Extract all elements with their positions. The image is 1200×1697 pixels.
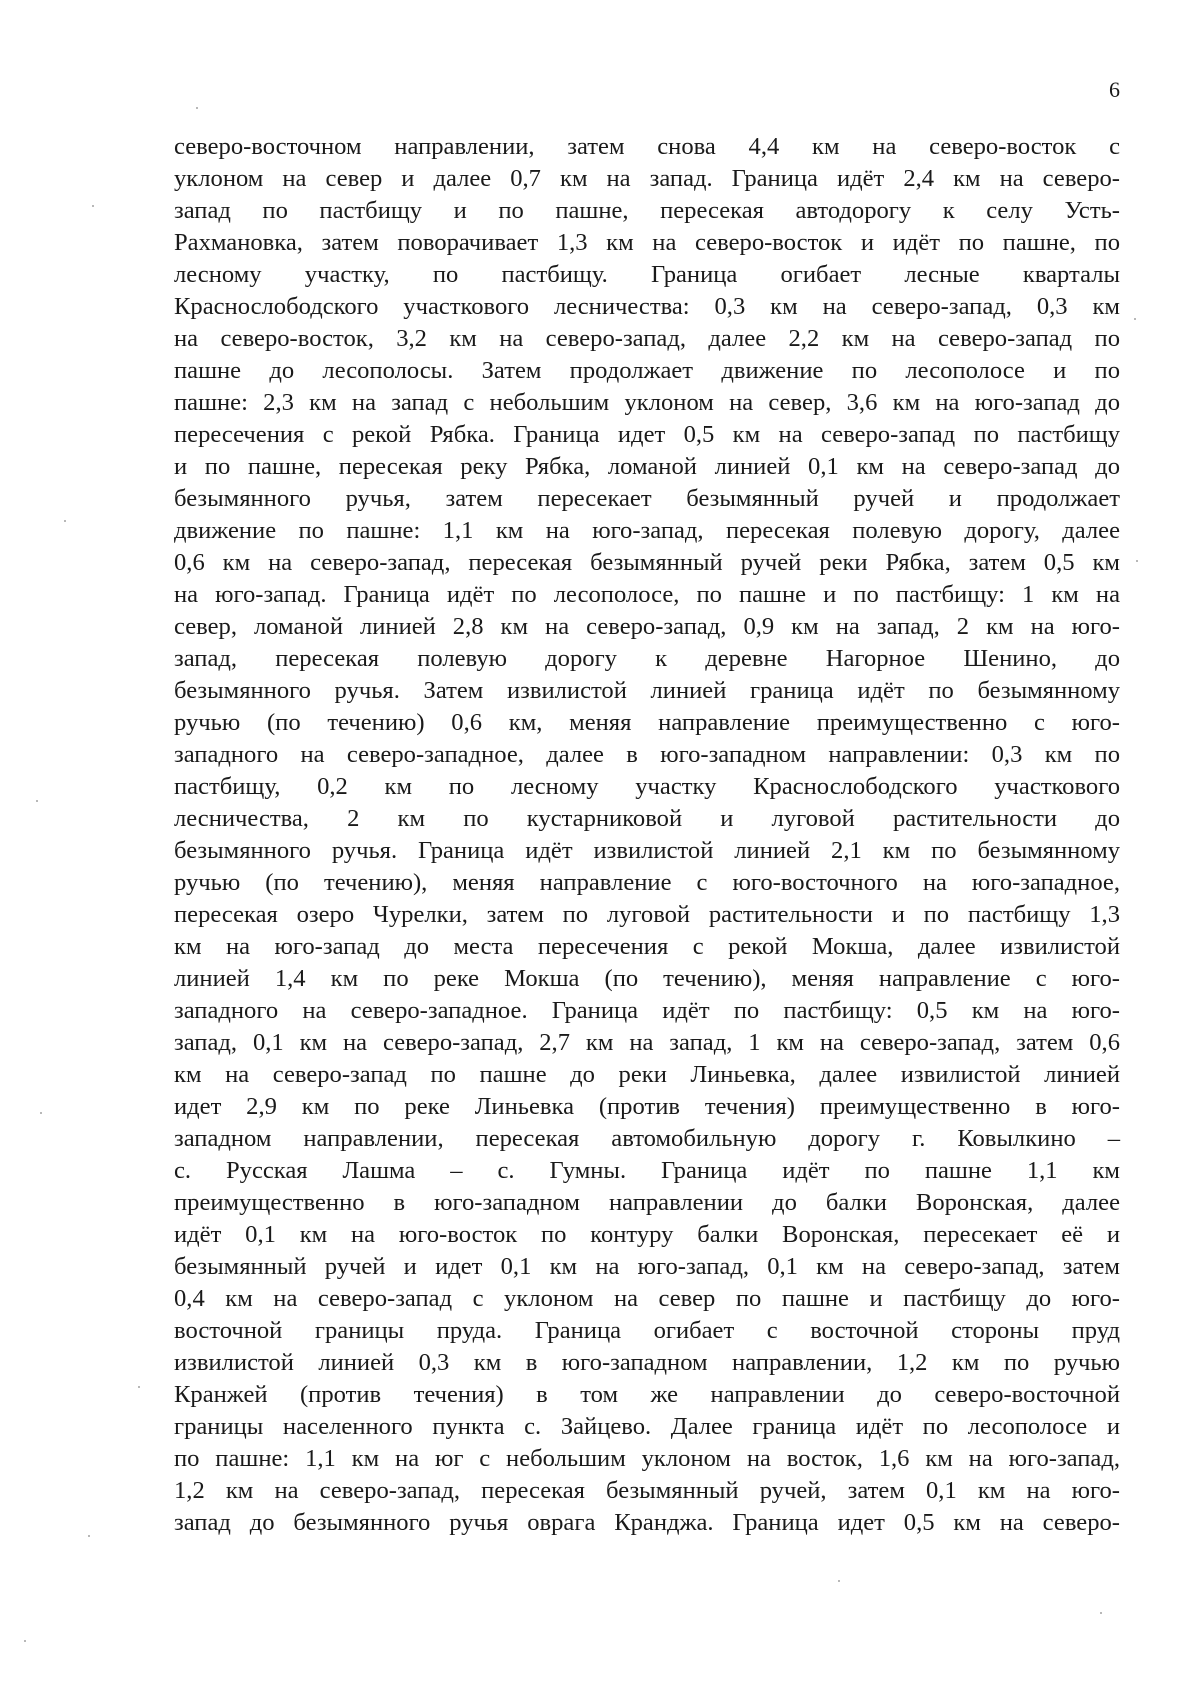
text-line: с. Русская Лашма – с. Гумны. Граница идёт по пашне 1,1 км: [174, 1157, 1120, 1184]
text-line: западного на северо-западное. Граница идёт по пастбищу: 0,5 км на юго-: [174, 997, 1120, 1024]
text-line: извилистой линией 0,3 км в юго-западном направлении, 1,2 км по ручью: [174, 1349, 1120, 1376]
text-line: безымянного ручья, затем пересекает безымянный ручей и продолжает: [174, 485, 1120, 512]
text-line: по пашне: 1,1 км на юг с небольшим уклоном на восток, 1,6 км на юго-запад,: [174, 1445, 1120, 1472]
text-line: ручью (по течению) 0,6 км, меняя направление преимущественно с юго-: [174, 709, 1120, 736]
text-line: уклоном на север и далее 0,7 км на запад. Граница идёт 2,4 км на северо-: [174, 165, 1120, 192]
text-line: км на северо-запад по пашне до реки Линьевка, далее извилистой линией: [174, 1061, 1120, 1088]
body-text: [174, 131, 1120, 1539]
scan-speck: [40, 1112, 42, 1114]
text-line: западном направлении, пересекая автомобильную дорогу г. Ковылкино –: [174, 1125, 1120, 1152]
scan-speck: [1100, 1612, 1102, 1614]
text-line: северо-восточном направлении, затем снова 4,4 км на северо-восток с: [174, 133, 1120, 160]
text-line: пастбищу, 0,2 км по лесному участку Краснослободского участкового: [174, 773, 1120, 800]
scan-speck: [64, 520, 66, 522]
text-line: на юго-запад. Граница идёт по лесополосе, по пашне и по пастбищу: 1 км на: [174, 581, 1120, 608]
text-line: запад, пересекая полевую дорогу к деревне Нагорное Шенино, до: [174, 645, 1120, 672]
text-line: идет 2,9 км по реке Линьевка (против течения) преимущественно в юго-: [174, 1093, 1120, 1120]
text-line: идёт 0,1 км на юго-восток по контуру балки Воронская, пересекает её и: [174, 1221, 1120, 1248]
text-line: пересекая озеро Чурелки, затем по луговой растительности и по пастбищу 1,3: [174, 901, 1120, 928]
text-line: пашне: 2,3 км на запад с небольшим уклоном на север, 3,6 км на юго-запад до: [174, 389, 1120, 416]
scan-speck: [838, 1580, 840, 1582]
text-line: восточной границы пруда. Граница огибает с восточной стороны пруд: [174, 1317, 1120, 1344]
scan-speck: [138, 1386, 140, 1388]
text-line: север, ломаной линией 2,8 км на северо-запад, 0,9 км на запад, 2 км на юго-: [174, 613, 1120, 640]
text-line: 0,6 км на северо-запад, пересекая безымянный ручей реки Рябка, затем 0,5 км: [174, 549, 1120, 576]
text-line: лесному участку, по пастбищу. Граница огибает лесные кварталы: [174, 261, 1120, 288]
text-line: запад по пастбищу и по пашне, пересекая автодорогу к селу Усть-: [174, 197, 1120, 224]
text-line: безымянный ручей и идет 0,1 км на юго-запад, 0,1 км на северо-запад, затем: [174, 1253, 1120, 1280]
text-line: 1,2 км на северо-запад, пересекая безымянный ручей, затем 0,1 км на юго-: [174, 1477, 1120, 1504]
scan-speck: [196, 107, 198, 109]
text-line: км на юго-запад до места пересечения с рекой Мокша, далее извилистой: [174, 933, 1120, 960]
scan-speck: [1136, 560, 1138, 562]
text-line: линией 1,4 км по реке Мокша (по течению), меняя направление с юго-: [174, 965, 1120, 992]
text-line: западного на северо-западное, далее в юго-западном направлении: 0,3 км по: [174, 741, 1120, 768]
text-line: запад, 0,1 км на северо-запад, 2,7 км на запад, 1 км на северо-запад, затем 0,6: [174, 1029, 1120, 1056]
scan-speck: [88, 1535, 90, 1537]
text-line: на северо-восток, 3,2 км на северо-запад, далее 2,2 км на северо-запад по: [174, 325, 1120, 352]
text-line: преимущественно в юго-западном направлении до балки Воронская, далее: [174, 1189, 1120, 1216]
text-line: пашне до лесополосы. Затем продолжает движение по лесополосе и по: [174, 357, 1120, 384]
text-line: Кранжей (против течения) в том же направлении до северо-восточной: [174, 1381, 1120, 1408]
text-line: Рахмановка, затем поворачивает 1,3 км на северо-восток и идёт по пашне, по: [174, 229, 1120, 256]
text-line: безымянного ручья. Граница идёт извилистой линией 2,1 км по безымянному: [174, 837, 1120, 864]
scan-speck: [1134, 318, 1136, 320]
scan-speck: [36, 800, 38, 802]
text-line: безымянного ручья. Затем извилистой линией граница идёт по безымянному: [174, 677, 1120, 704]
text-line: движение по пашне: 1,1 км на юго-запад, пересекая полевую дорогу, далее: [174, 517, 1120, 544]
text-line: Краснослободского участкового лесничества: 0,3 км на северо-запад, 0,3 км: [174, 293, 1120, 320]
text-line: пересечения с рекой Рябка. Граница идет 0,5 км на северо-запад по пастбищу: [174, 421, 1120, 448]
text-line: границы населенного пункта с. Зайцево. Далее граница идёт по лесополосе и: [174, 1413, 1120, 1440]
scan-speck: [92, 205, 94, 207]
text-line: лесничества, 2 км по кустарниковой и луговой растительности до: [174, 805, 1120, 832]
text-line: ручью (по течению), меняя направление с юго-восточного на юго-западное,: [174, 869, 1120, 896]
page-number: 6: [1109, 77, 1120, 102]
text-line: и по пашне, пересекая реку Рябка, ломаной линией 0,1 км на северо-запад до: [174, 453, 1120, 480]
text-line: 0,4 км на северо-запад с уклоном на север по пашне и пастбищу до юго-: [174, 1285, 1120, 1312]
scan-speck: [24, 1640, 26, 1642]
text-line: запад до безымянного ручья оврага Кранджа. Граница идет 0,5 км на северо-: [174, 1509, 1120, 1536]
